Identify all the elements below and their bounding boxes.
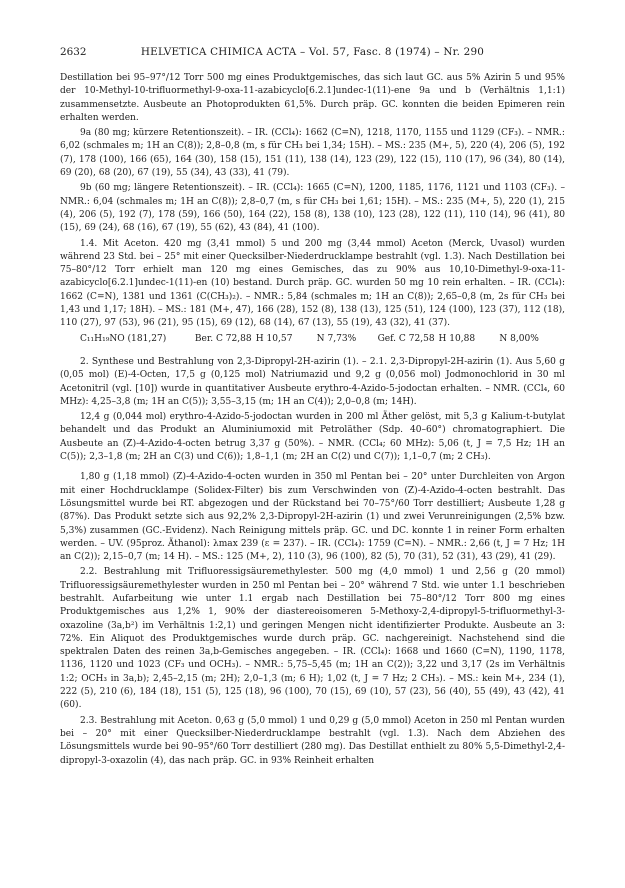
formula-ber-n: N 7,73% bbox=[316, 333, 357, 344]
paragraph-9b: 9b (60 mg; längere Retentionszeit). – IR. (CCl₄): 1665 (C=N), 1200, 1185, 1176, 1121 und 1103 (CF₃). – NMR.: 6,04 (schmales m; 1H an C(8)); 2,8–0,7 (m, s für CH₃ bei 1,61; 15H). – MS.: 235 (M+, 5), 220 (1), 215 (4), 206 (5), 192 (7), 178 (59), 166 (50), 164 (22), 158 (8), 138 (10), 123 (28), 122 (11), 110 (14), 96 (41), 80 (15), 69 (24), 68 (16), 67 (19), 55 (62), 43 (84), 41 (100). bbox=[60, 183, 565, 234]
paragraph-bestrahlung-aceton: 2.3. Bestrahlung mit Aceton. 0,63 g (5,0 mmol) 1 und 0,29 g (5,0 mmol) Aceton in 250 ml Pentan wurden bei – 20° mit einer Quecksilber-Niederdrucklampe bestrahlt (vgl. 1.3). Nach dem Abziehen des Lösungsmittels wurde bei 90–95°/60 Torr destilliert (280 mg). Das Destillat enthielt zu 80% 5,5-Dimethyl-2,4-dipropyl-3-oxazolin (4), das nach präp. GC. in 93% Reinheit erhalten bbox=[60, 715, 565, 766]
formula-ber-c: Ber. C 72,88 bbox=[194, 333, 252, 344]
section-heading-synthese: 2. Synthese und Bestrahlung von 2,3-Dipropyl-2H-azirin (1). – 2.1. 2,3-Dipropyl-2H-azirin (1). Aus 5,60 g (0,05 mol) (E)-4-Octen, 17,5 g (0,125 mol) Natriumazid und 9,2 g (0,056 mol) Jodmonochlorid in 30 ml Acetonitril (vgl. [10]) wurde in quantitativer Ausbeute erythro-4-Azido-5-jodoctan erhalten. – NMR. (CCl₄, 60 MHz): 4,25–3,8 (m; 1H an C(5)); 3,55–3,15 (m; 1H an C(4)); 2,0–0,8 (m; 14H). bbox=[60, 356, 565, 407]
formula-compound: C₁₁H₁₉NO (181,27) bbox=[80, 333, 167, 344]
paragraph-bestrahlung-pentan: 1,80 g (1,18 mmol) (Z)-4-Azido-4-octen wurden in 350 ml Pentan bei – 20° unter Durchleiten von Argon mit einer Hochdrucklampe (Solidex-Filter) bis zum Verschwinden von (Z)-4-Azido-4-octen bestrahlt. Das Lösungsmittel wurde bei RT. abgezogen und der Rückstand bei 70–75°/60 Torr destilliert; Ausbeute 1,28 g (87%). Das Produkt setzte sich aus 92,2% 2,3-Dipropyl-2H-azirin (1) und zwei Verunreinigungen (2,5% bzw. 5,3%) zusammen (GC.-Evidenz). Nach Reinigung mittels präp. GC. und DC. konnte 1 in reiner Form erhalten werden. – UV. (95proz. Äthanol): λmax 239 (ε = 237). – IR. (CCl₄): 1759 (C=N). – NMR.: 2,66 (t, J = 7 Hz; 1H an C(2)); 2,15–0,7 (m; 14 H). – MS.: 125 (M+, 2), 110 (3), 96 (100), 82 (5), 70 (31), 52 (31), 43 (29), 41 (29). bbox=[60, 472, 565, 563]
journal-title: HELVETICA CHIMICA ACTA – Vol. 57, Fasc. 8 (1974) – Nr. 290 bbox=[140, 46, 485, 58]
paragraph-azido-octen: 12,4 g (0,044 mol) erythro-4-Azido-5-jodoctan wurden in 200 ml Äther gelöst, mit 5,3 g Kalium-t-butylat behandelt und das Produkt an Aluminiumoxid mit Petroläther (Sdp. 40–60°) chromatographiert. Die Ausbeute an (Z)-4-Azido-4-octen betrug 3,37 g (50%). – NMR. (CCl₄; 60 MHz): 5,06 (t, J = 7,5 Hz; 1H an C(5)); 2,3–1,8 (m; 2H an C(3) und C(6)); 1,8–1,1 (m; 2H an C(2) und C(7)); 1,1–0,7 (m; 2 CH₃). bbox=[60, 412, 565, 463]
formula-gef-n: N 8,00% bbox=[499, 333, 539, 344]
article-body bbox=[60, 72, 565, 768]
paragraph-destillation: Destillation bei 95–97°/12 Torr 500 mg eines Produktgemisches, das sich laut GC. aus 5% Azirin 5 und 95% der 10-Methyl-10-trifluormethyl-9-oxa-11-azabicyclo[6.2.1]undec-1(11)-ene 9a und b (Verhältnis 1,1:1) zusammensetzte. Ausbeute an Photoprodukten 61,5%. Durch präp. GC. konnten die beiden Epimeren rein erhalten werden. bbox=[60, 73, 565, 123]
paragraph-9a: 9a (80 mg; kürzere Retentionszeit). – IR. (CCl₄): 1662 (C=N), 1218, 1170, 1155 und 1129 (CF₃). – NMR.: 6,02 (schmales m; 1H an C(8)); 2,8–0,8 (m, s für CH₃ bei 1,34; 15H). – MS.: 235 (M+, 5), 220 (4), 206 (5), 192 (7), 178 (100), 166 (65), 164 (30), 158 (15), 151 (11), 138 (14), 123 (29), 122 (15), 110 (17), 96 (34), 80 (14), 69 (20), 68 (20), 67 (19), 55 (34), 43 (33), 41 (79). bbox=[60, 128, 565, 179]
paragraph-trifluoressig: 2.2. Bestrahlung mit Trifluoressigsäuremethylester. 500 mg (4,0 mmol) 1 und 2,56 g (20 mmol) Trifluoressigsäuremethylester wurden in 250 ml Pentan bei – 20° während 7 Std. wie unter 1.1 beschrieben bestrahlt. Aufarbeitung wie unter 1.1 ergab nach Destillation bei 75–80°/12 Torr 800 mg eines Produktgemisches aus 1,2% 1, 90% der diastereoisomeren 5-Methoxy-2,4-dipropyl-5-trifluormethyl-3-oxazoline (3a,b²) im Verhältnis 1:2,1) und geringen Mengen nicht identifizierter Produkte. Ausbeute an 3: 72%. Ein Aliquot des Produktgemisches wurde durch präp. GC. nachgereinigt. Nachstehend sind die spektralen Daten des reinen 3a,b-Gemisches angegeben. – IR. (CCl₄): 1668 und 1660 (C=N), 1190, 1178, 1136, 1120 und 1023 (CF₃ und OCH₃). – NMR.: 5,75–5,45 (m; 1H an C(2)); 3,22 und 3,17 (2s im Verhältnis 1:2; OCH₃ in 3a,b); 2,45–2,15 (m; 2H); 2,0–1,3 (m; 6 H); 1,02 (t, J = 7 Hz; 2 CH₃). – MS.: kein M+, 234 (1), 222 (5), 210 (6), 184 (18), 151 (5), 125 (18), 96 (100), 70 (15), 69 (10), 57 (23), 56 (40), 55 (49), 43 (42), 41 (60). bbox=[60, 567, 565, 711]
running-header bbox=[60, 46, 565, 60]
paragraph-aceton: 1.4. Mit Aceton. 420 mg (3,41 mmol) 5 und 200 mg (3,44 mmol) Aceton (Merck, Uvasol) wurden während 23 Std. bei – 25° mit einer Quecksilber-Niederdrucklampe bestrahlt (vgl. 1.3). Nach Destillation bei 75–80°/12 Torr erhielt man 120 mg eines Gemisches, das zu 90% aus 10,10-Dimethyl-9-oxa-11-azabicyclo[6.2.1]undec-1(11)-en (10) bestand. Durch präp. GC. wurden 50 mg 10 rein erhalten. – IR. (CCl₄): 1662 (C=N), 1381 und 1361 (C(CH₃)₂). – NMR.: 5,84 (schmales m; 1H an C(8)); 2,65–0,8 (m, 2s für CH₃ bei 1,43 und 1,17; 18H). – MS.: 181 (M+, 47), 166 (28), 152 (8), 138 (13), 125 (51), 124 (100), 123 (37), 112 (18), 110 (27), 97 (53), 96 (21), 95 (15), 69 (12), 68 (14), 67 (13), 55 (19), 43 (32), 41 (37). bbox=[60, 238, 565, 329]
page-number: 2632 bbox=[60, 46, 87, 58]
formula-gef-h: H 10,88 bbox=[438, 333, 476, 344]
elemental-analysis bbox=[60, 333, 565, 346]
formula-ber-h: H 10,57 bbox=[255, 333, 293, 344]
formula-gef-c: Gef. C 72,58 bbox=[377, 333, 435, 344]
